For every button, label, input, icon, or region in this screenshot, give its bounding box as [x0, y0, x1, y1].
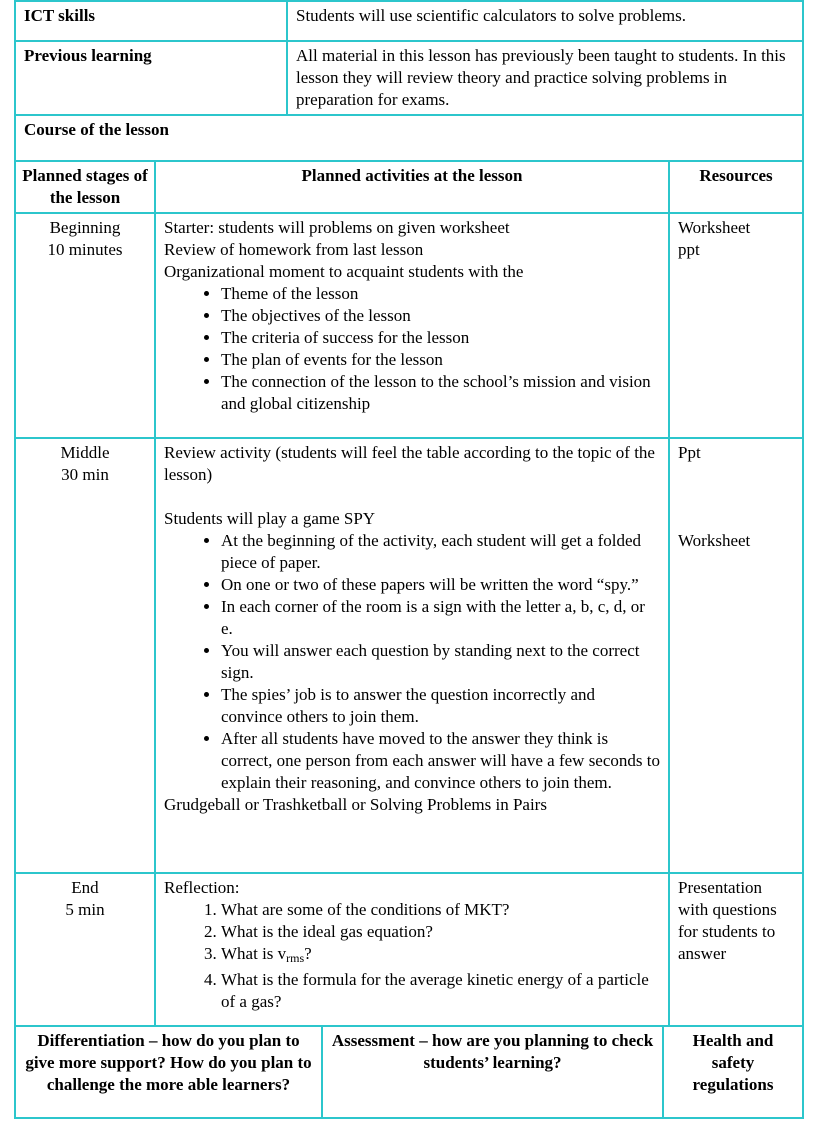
question-suffix: ?	[304, 944, 312, 963]
rms-subscript: rms	[286, 951, 305, 965]
question-text: What is v	[221, 944, 287, 963]
beginning-line: Starter: students will problems on given worksheet	[164, 218, 510, 237]
beginning-bullet-list	[164, 283, 660, 415]
end-stage-name: End	[71, 878, 99, 897]
previous-text: All material in this lesson has previously been taught to students. In this lesson they will review theory and practice solving problems in preparation for exams.	[287, 41, 803, 115]
course-row	[15, 115, 803, 161]
list-item: • The plan of events for the lesson	[221, 349, 660, 371]
beginning-line: Review of homework from last lesson	[164, 240, 424, 259]
list-item: • On one or two of these papers will be written the word “spy.”	[221, 574, 660, 596]
resource-item: ppt	[678, 240, 700, 259]
list-item	[221, 943, 660, 969]
list-item: • After all students have moved to the answer they think is correct, one person from each answer will have a few seconds to explain their reasoning, and convince others to join them.	[221, 728, 660, 794]
ict-row	[15, 1, 803, 41]
assessment-header: Assessment – how are you planning to check students’ learning?	[322, 1026, 663, 1118]
beginning-stage-time: 10 minutes	[47, 240, 123, 259]
footer-row	[15, 1026, 803, 1118]
list-item: 4. What is the formula for the average kinetic energy of a particle of a gas?	[221, 969, 660, 1013]
middle-bullet-list	[164, 530, 660, 794]
health-safety-header: Health and safety regulations	[663, 1026, 803, 1118]
activities-header: Planned activities at the lesson	[155, 161, 669, 213]
previous-row	[15, 41, 803, 115]
beginning-stage	[15, 213, 155, 438]
end-resources: Presentation with questions for students to answer	[669, 873, 803, 1026]
lesson-info-table	[14, 0, 804, 162]
middle-row	[15, 438, 803, 873]
resource-item: Ppt	[678, 443, 701, 462]
stages-header: Planned stages of the lesson	[15, 161, 155, 213]
end-title: Reflection:	[164, 878, 240, 897]
middle-stage-name: Middle	[60, 443, 110, 462]
beginning-stage-name: Beginning	[49, 218, 121, 237]
beginning-resources	[669, 213, 803, 438]
middle-stage	[15, 438, 155, 873]
differentiation-header: Differentiation – how do you plan to give more support? How do you plan to challenge the more able learners?	[15, 1026, 322, 1118]
footer-table	[14, 1025, 804, 1119]
middle-game: Students will play a game SPY	[164, 509, 376, 528]
end-stage	[15, 873, 155, 1026]
middle-stage-time: 30 min	[61, 465, 109, 484]
resource-item: Worksheet	[678, 218, 751, 237]
list-item: • In each corner of the room is a sign with the letter a, b, c, d, or e.	[221, 596, 660, 640]
list-item: • You will answer each question by standing next to the correct sign.	[221, 640, 660, 684]
resources-header: Resources	[669, 161, 803, 213]
list-item: • The criteria of success for the lesson	[221, 327, 660, 349]
list-item: 2. What is the ideal gas equation?	[221, 921, 660, 943]
previous-label: Previous learning	[15, 41, 287, 115]
list-item: • The objectives of the lesson	[221, 305, 660, 327]
stages-table	[14, 160, 804, 1027]
middle-closing: Grudgeball or Trashketball or Solving Problems in Pairs	[164, 795, 547, 814]
course-label: Course of the lesson	[15, 115, 803, 161]
resource-item: Worksheet	[678, 531, 751, 550]
end-stage-time: 5 min	[65, 900, 105, 919]
list-item: • At the beginning of the activity, each student will get a folded piece of paper.	[221, 530, 660, 574]
list-item: • Theme of the lesson	[221, 283, 660, 305]
list-item: • The spies’ job is to answer the question incorrectly and convince others to join them.	[221, 684, 660, 728]
beginning-activities	[155, 213, 669, 438]
lesson-plan-document	[14, 0, 802, 1119]
ict-label: ICT skills	[15, 1, 287, 41]
end-row	[15, 873, 803, 1026]
reflection-question-list	[164, 899, 660, 1013]
middle-activities	[155, 438, 669, 873]
ict-text: Students will use scientific calculators to solve problems.	[287, 1, 803, 41]
list-item: 1. What are some of the conditions of MKT?	[221, 899, 660, 921]
end-activities	[155, 873, 669, 1026]
stages-header-row	[15, 161, 803, 213]
list-item: • The connection of the lesson to the school’s mission and vision and global citizenship	[221, 371, 660, 415]
beginning-row	[15, 213, 803, 438]
middle-resources	[669, 438, 803, 873]
middle-intro: Review activity (students will feel the table according to the topic of the lesson)	[164, 443, 655, 484]
beginning-line: Organizational moment to acquaint students with the	[164, 262, 524, 281]
